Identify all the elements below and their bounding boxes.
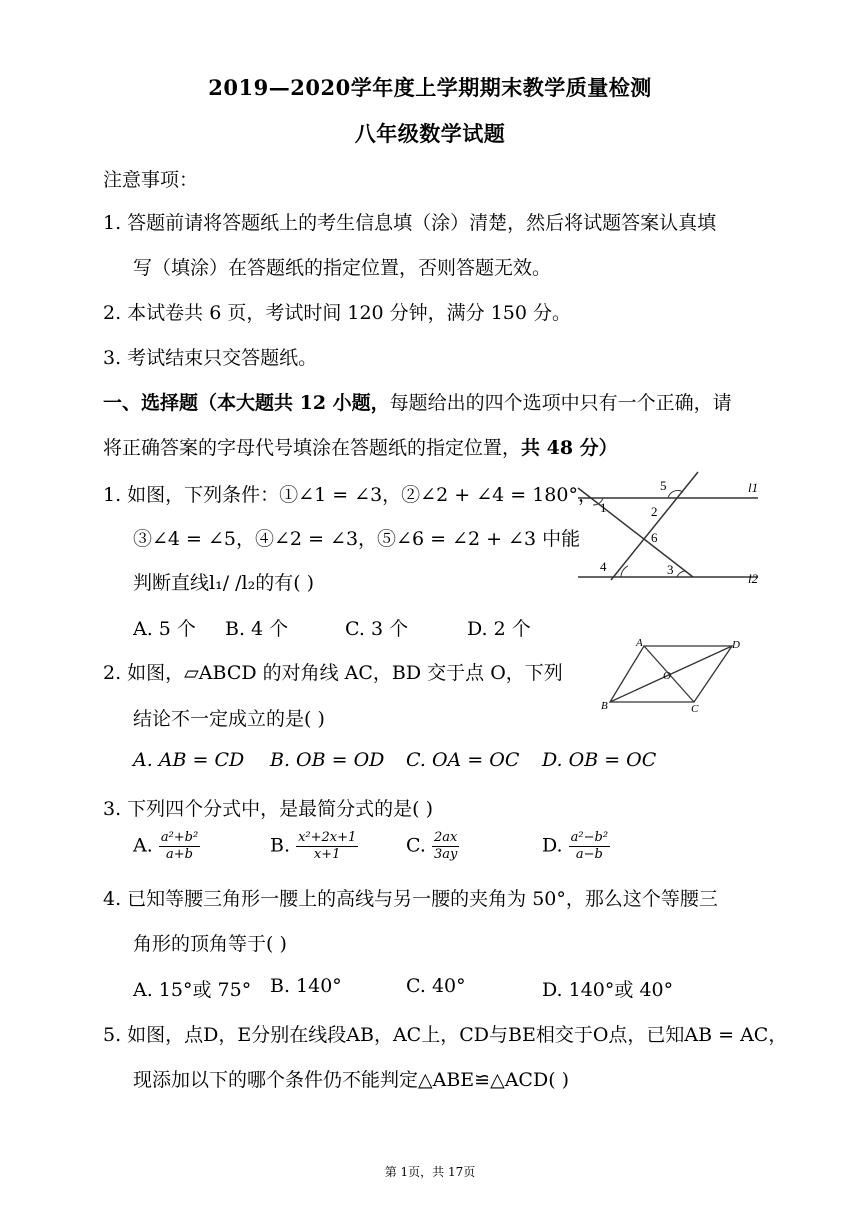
page-subtitle: 八年级数学试题	[354, 121, 506, 146]
fig-label-2: 2	[651, 504, 658, 519]
angle-4-arc	[621, 566, 628, 577]
note-item-1-cont: 写（填涂）在答题纸的指定位置，否则答题无效。	[133, 257, 552, 279]
fraction-numerator: x²+2x+1	[298, 830, 357, 845]
fig-label-5: 5	[660, 478, 667, 493]
q4-option-d: D. 140°或 40°	[542, 979, 674, 1001]
fraction-denominator: x+1	[313, 847, 341, 862]
q4-option-c: C. 40°	[406, 975, 466, 997]
angle-3-arc	[677, 571, 685, 577]
q1-option-b: B. 4 个	[225, 618, 289, 640]
q1-stem-line2: ③∠4 = ∠5，④∠2 = ∠3，⑤∠6 = ∠2 + ∠3 中能	[133, 528, 581, 550]
q5-stem-line2: 现添加以下的哪个条件仍不能判定△ABE≌△ACD( )	[133, 1069, 570, 1091]
q4-stem-line2: 角形的顶角等于( )	[133, 933, 287, 955]
q3-option-c-fraction	[432, 830, 459, 863]
q3-option-d-letter: D.	[542, 834, 563, 857]
q1-option-a: A. 5 个	[133, 618, 196, 640]
q2-option-c: C. OA = OC	[406, 749, 520, 771]
q3-stem: 3. 下列四个分式中，是最简分式的是( )	[103, 798, 434, 820]
fig-label-3: 3	[667, 562, 674, 577]
q3-option-d-fraction	[569, 830, 610, 863]
q1-stem-line1: 1. 如图，下列条件：①∠1 = ∠3，②∠2 + ∠4 = 180°，	[103, 484, 597, 506]
q4-option-a: A. 15°或 75°	[133, 979, 252, 1001]
fraction-numerator: a²−b²	[570, 830, 609, 845]
fraction-denominator: a−b	[575, 847, 603, 862]
section-heading-rest: 每题给出的四个选项中只有一个正确，请	[389, 392, 732, 414]
fig-label-d: D	[732, 639, 740, 651]
q3-option-b-fraction	[296, 830, 358, 863]
fig-label-c: C	[691, 703, 699, 715]
q1-option-c: C. 3 个	[345, 618, 409, 640]
q4-option-b: B. 140°	[270, 975, 342, 997]
section-heading-line2-normal: 将正确答案的字母代号填涂在答题纸的指定位置，	[103, 437, 522, 459]
fig-label-1: 1	[600, 500, 607, 515]
q2-option-d: D. OB = OC	[542, 749, 657, 771]
section-heading-line2	[103, 433, 618, 460]
fig-label-a: A	[636, 637, 643, 649]
q1-stem-line3: 判断直线l₁/ /l₂的有( )	[133, 572, 315, 594]
q1-parallel-lines-figure	[573, 470, 763, 590]
q2-parallelogram-figure	[598, 636, 748, 716]
q3-option-a	[133, 830, 200, 863]
q3-option-c	[406, 830, 459, 863]
page-title: 2019—2020学年度上学期期末教学质量检测	[208, 75, 652, 100]
q3-option-a-letter: A.	[133, 834, 153, 857]
fig-label-b: B	[601, 700, 608, 712]
fig-label-l1: l1	[748, 480, 759, 495]
note-item-2: 2. 本试卷共 6 页，考试时间 120 分钟，满分 150 分。	[103, 302, 572, 324]
fig-label-6: 6	[651, 530, 658, 545]
note-item-3: 3. 考试结束只交答题纸。	[103, 347, 318, 369]
fraction-numerator: a²+b²	[160, 830, 199, 845]
q2-option-b: B. OB = OD	[270, 749, 385, 771]
note-item-1: 1. 答题前请将答题纸上的考生信息填（涂）清楚，然后将试题答案认真填	[103, 212, 717, 234]
q3-option-b-letter: B.	[270, 834, 291, 857]
fig-label-l2: l2	[748, 571, 759, 586]
q4-stem-line1: 4. 已知等腰三角形一腰上的高线与另一腰的夹角为 50°，那么这个等腰三	[103, 888, 718, 910]
section-heading-bold: 一、选择题（本大题共 12 小题，	[103, 392, 390, 414]
q2-stem-line1: 2. 如图，▱ABCD 的对角线 AC，BD 交于点 O，下列	[103, 662, 563, 684]
q1-option-d: D. 2 个	[467, 618, 531, 640]
q3-option-d	[542, 830, 610, 863]
page-footer: 第 1页，共 17页	[384, 1165, 476, 1179]
section-heading	[103, 388, 732, 415]
fraction-denominator: 3ay	[433, 847, 458, 862]
transversal-1	[578, 488, 693, 577]
q3-option-b	[270, 830, 358, 863]
section-heading-line2-bold: 共 48 分）	[521, 437, 618, 459]
fig-label-4: 4	[600, 559, 607, 574]
q2-stem-line2: 结论不一定成立的是( )	[133, 708, 325, 730]
fig-label-o: O	[663, 670, 671, 682]
q2-option-a: A. AB = CD	[133, 749, 245, 771]
fraction-denominator: a+b	[166, 847, 193, 862]
transversal-2	[611, 472, 698, 580]
q3-option-a-fraction	[159, 830, 200, 863]
q5-stem-line1: 5. 如图，点D，E分别在线段AB，AC上，CD与BE相交于O点，已知AB = AC，	[103, 1024, 788, 1046]
fraction-numerator: 2ax	[432, 830, 459, 847]
notes-heading: 注意事项：	[103, 169, 199, 191]
q3-option-c-letter: C.	[406, 834, 426, 857]
